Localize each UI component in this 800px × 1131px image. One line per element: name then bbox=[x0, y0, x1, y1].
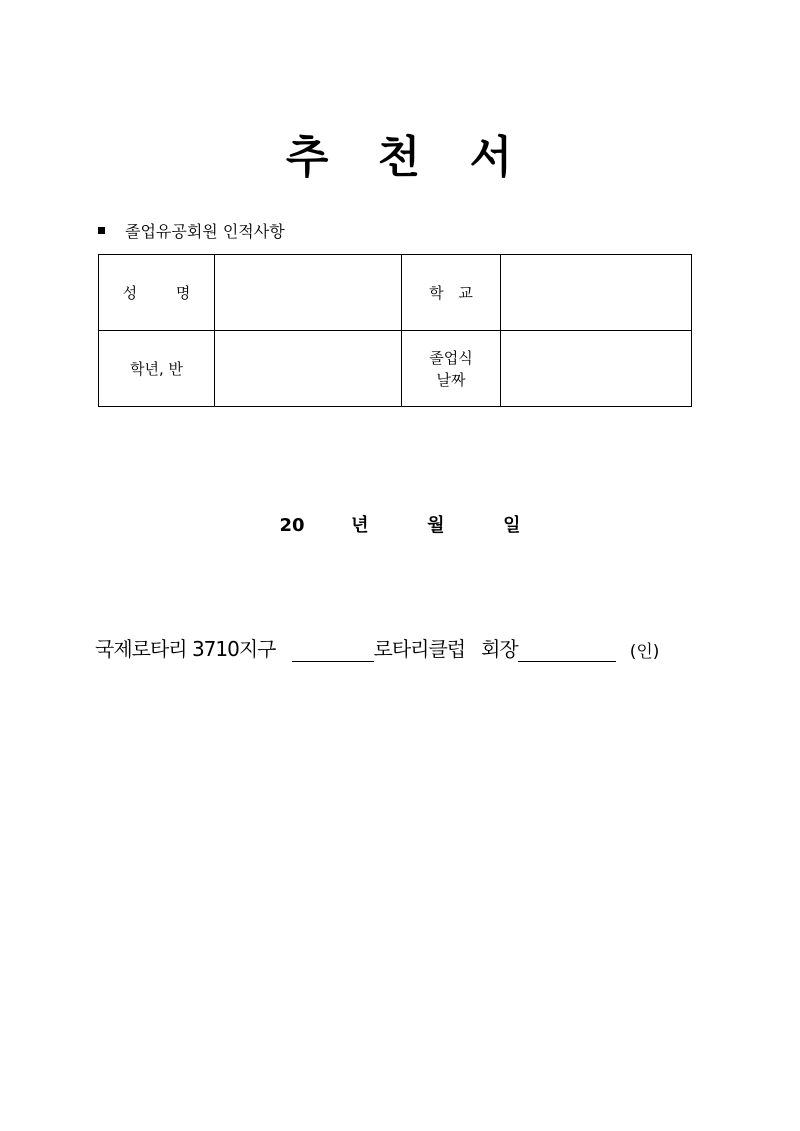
section-heading-text: 졸업유공회원 인적사항 bbox=[125, 221, 285, 241]
school-value-cell bbox=[501, 255, 692, 331]
grade-class-value-cell bbox=[215, 331, 402, 407]
day-unit: 일 bbox=[503, 515, 521, 536]
district-name: 국제로타리 3710지구 bbox=[95, 637, 276, 661]
president-title: 회장 bbox=[481, 637, 518, 661]
graduation-date-label-line1: 졸업식 bbox=[429, 348, 473, 367]
seal-mark: (인) bbox=[629, 642, 660, 662]
club-name-blank bbox=[292, 637, 374, 662]
school-label: 학 교 bbox=[429, 283, 473, 302]
name-label: 성 명 bbox=[122, 283, 191, 302]
year-unit: 년 bbox=[351, 515, 369, 536]
president-name-blank bbox=[518, 637, 616, 662]
club-suffix: 로타리클럽 bbox=[373, 637, 466, 661]
school-label-cell bbox=[402, 255, 501, 331]
graduation-date-label-cell bbox=[402, 331, 501, 407]
year-prefix: 20 bbox=[279, 515, 305, 536]
document-title: 추 천 서 bbox=[285, 132, 515, 183]
table-row bbox=[99, 255, 692, 331]
member-info-table bbox=[98, 254, 692, 407]
square-bullet-icon bbox=[98, 227, 105, 234]
signature-line bbox=[95, 628, 715, 662]
name-label-cell bbox=[99, 255, 215, 331]
name-value-cell bbox=[215, 255, 402, 331]
table-row bbox=[99, 331, 692, 407]
graduation-date-label-line2: 날짜 bbox=[436, 370, 466, 389]
grade-class-label: 학년, 반 bbox=[129, 359, 183, 378]
section-heading bbox=[98, 218, 285, 242]
graduation-date-value-cell bbox=[501, 331, 692, 407]
date-line bbox=[0, 512, 800, 540]
month-unit: 월 bbox=[427, 515, 445, 536]
grade-class-label-cell bbox=[99, 331, 215, 407]
